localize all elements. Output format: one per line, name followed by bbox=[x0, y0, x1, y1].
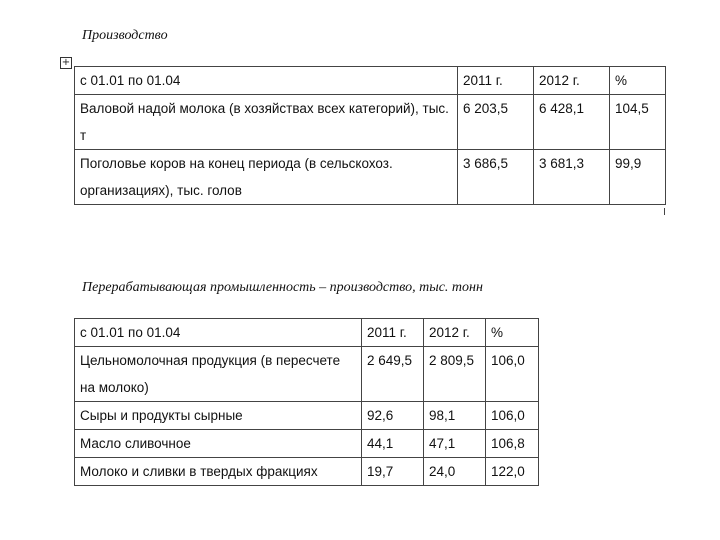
table-row bbox=[75, 458, 539, 486]
header-period: с 01.01 по 01.04 bbox=[75, 319, 362, 347]
row-percent: 99,9 bbox=[610, 150, 666, 205]
table-row bbox=[75, 347, 539, 402]
row-label: Цельномолочная продукция (в пересчете на молоко) bbox=[75, 347, 362, 402]
row-value-2012: 2 809,5 bbox=[424, 347, 486, 402]
table-row bbox=[75, 430, 539, 458]
header-percent: % bbox=[610, 67, 666, 95]
row-value-2011: 6 203,5 bbox=[458, 95, 534, 150]
row-percent: 106,8 bbox=[486, 430, 539, 458]
row-value-2011: 2 649,5 bbox=[362, 347, 424, 402]
row-value-2011: 19,7 bbox=[362, 458, 424, 486]
row-value-2012: 98,1 bbox=[424, 402, 486, 430]
header-2012: 2012 г. bbox=[424, 319, 486, 347]
row-value-2011: 3 686,5 bbox=[458, 150, 534, 205]
production-table bbox=[74, 66, 666, 205]
header-period: с 01.01 по 01.04 bbox=[75, 67, 458, 95]
section-heading-production: Производство bbox=[82, 28, 168, 43]
table-header-row bbox=[75, 319, 539, 347]
table-header-row bbox=[75, 67, 666, 95]
table-row bbox=[75, 402, 539, 430]
row-label: Молоко и сливки в твердых фракциях bbox=[75, 458, 362, 486]
processing-table bbox=[74, 318, 539, 486]
row-label: Поголовье коров на конец периода (в сельскохоз. организациях), тыс. голов bbox=[75, 150, 458, 205]
row-percent: 106,0 bbox=[486, 402, 539, 430]
section-heading-processing: Перерабатывающая промышленность – производство, тыс. тонн bbox=[82, 280, 483, 295]
row-value-2012: 24,0 bbox=[424, 458, 486, 486]
header-percent: % bbox=[486, 319, 539, 347]
row-percent: 106,0 bbox=[486, 347, 539, 402]
row-value-2011: 44,1 bbox=[362, 430, 424, 458]
row-label: Сыры и продукты сырные bbox=[75, 402, 362, 430]
table-row bbox=[75, 150, 666, 205]
row-value-2012: 6 428,1 bbox=[534, 95, 610, 150]
header-2011: 2011 г. bbox=[458, 67, 534, 95]
row-value-2012: 3 681,3 bbox=[534, 150, 610, 205]
row-label: Валовой надой молока (в хозяйствах всех категорий), тыс. т bbox=[75, 95, 458, 150]
row-label: Масло сливочное bbox=[75, 430, 362, 458]
row-percent: 122,0 bbox=[486, 458, 539, 486]
row-percent: 104,5 bbox=[610, 95, 666, 150]
header-2012: 2012 г. bbox=[534, 67, 610, 95]
table-row bbox=[75, 95, 666, 150]
header-2011: 2011 г. bbox=[362, 319, 424, 347]
table-move-handle-icon[interactable]: + bbox=[61, 57, 71, 68]
row-value-2011: 92,6 bbox=[362, 402, 424, 430]
table-resize-handle[interactable] bbox=[664, 208, 665, 215]
row-value-2012: 47,1 bbox=[424, 430, 486, 458]
